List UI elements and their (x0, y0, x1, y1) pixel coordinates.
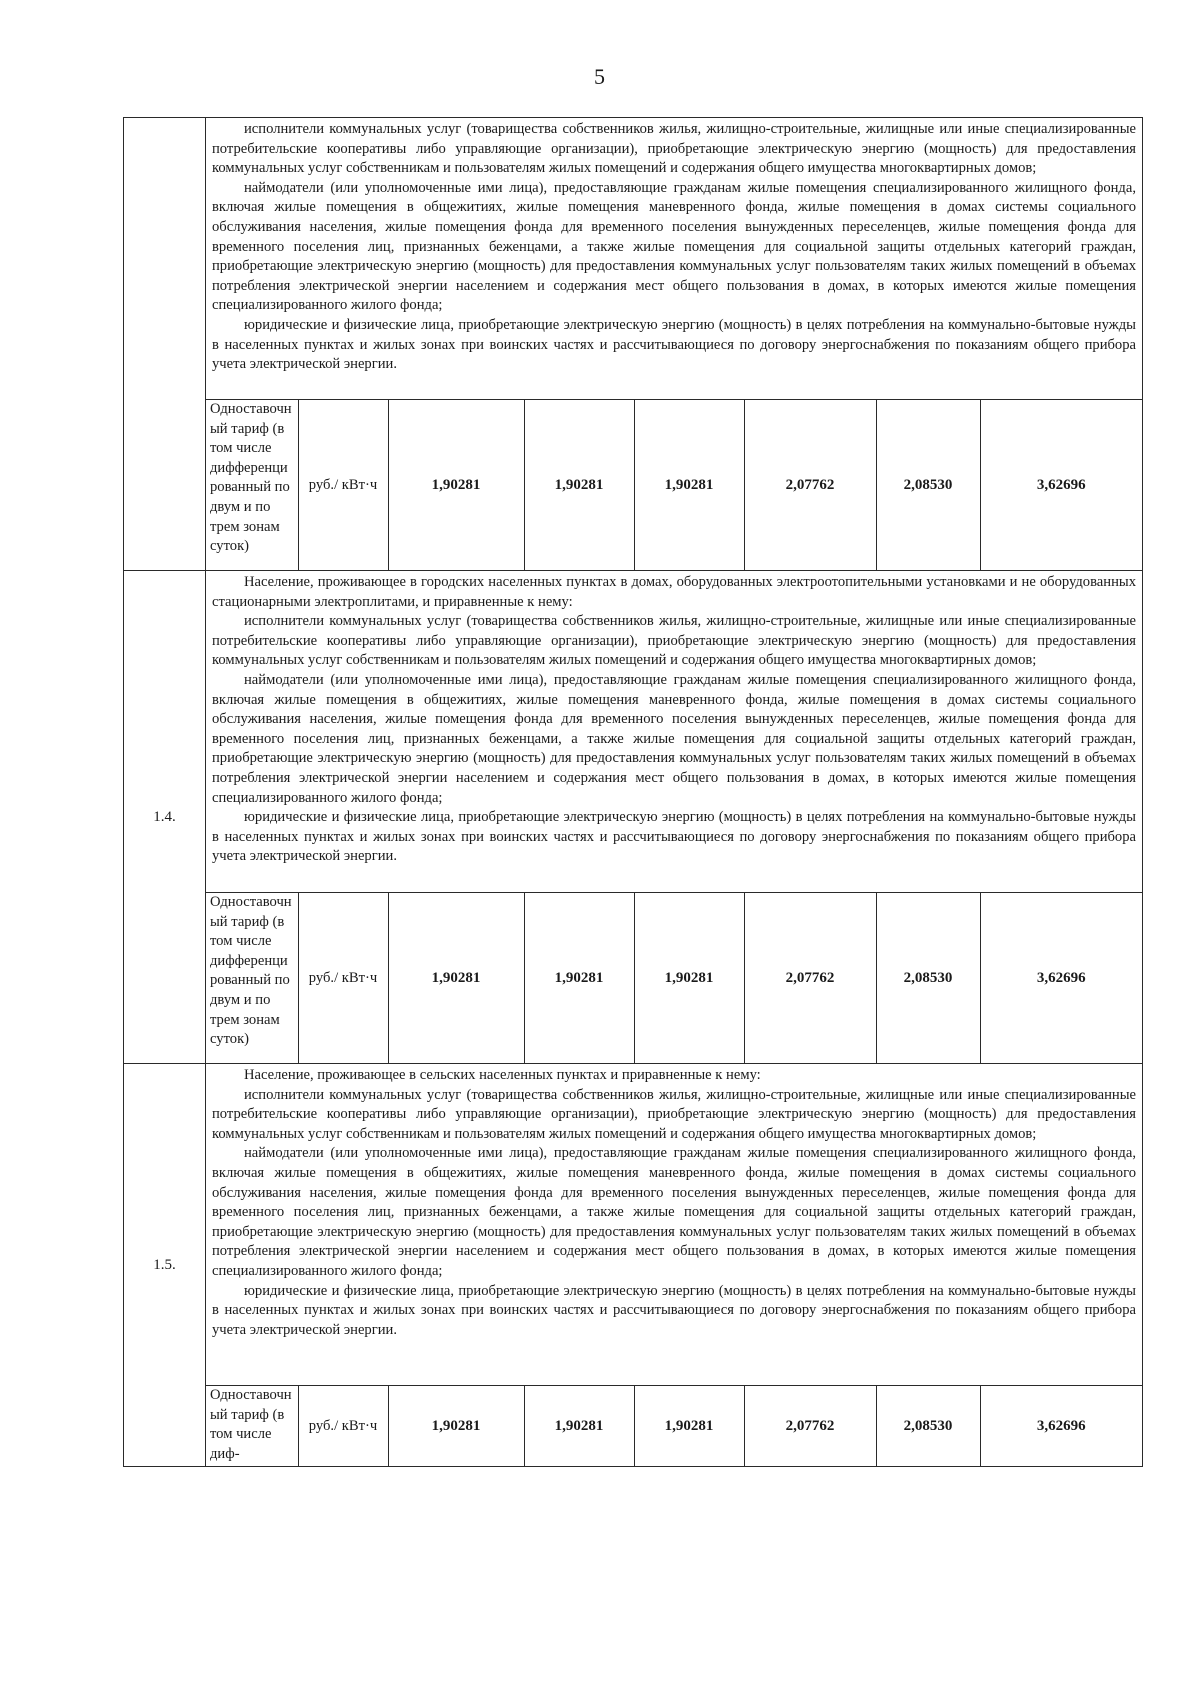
tariff-value: 3,62696 (980, 1386, 1142, 1467)
description-paragraph: наймодатели (или уполномоченные ими лица), предоставляющие гражданам жилые помещения специализированного жилищного фонда, включая жилые помещения в общежитиях, жилые помещения маневренного фонда, жилые помещения в домах системы социального обслуживания населения, жилые помещения фонда для временного поселения вынужденных переселенцев, жилые помещения фонда для временного поселения лиц, признанных беженцами, а также жилые помещения для социальной защиты отдельных категорий граждан, приобретающие электрическую энергию (мощность) для предоставления коммунальных услуг пользователям таких жилых помещений в объемах потребления электрической энергии населением и содержания мест общего пользования в домах, в которых имеются жилые помещения специализированного жилого фонда; (212, 179, 1136, 314)
tariff-value: 1,90281 (634, 893, 744, 1064)
tariff-table (123, 117, 1143, 1467)
tariff-value: 2,07762 (744, 1386, 876, 1467)
tariff-row (206, 1386, 1142, 1467)
tariff-label: Одноставочный тариф (в том числе дифференцированный по двум и по трем зонам суток) (206, 893, 298, 1064)
section-description (206, 1064, 1142, 1385)
tariff-value: 2,07762 (744, 400, 876, 571)
section-content (206, 571, 1143, 1064)
section-number (124, 118, 206, 571)
tariff-value: 1,90281 (524, 400, 634, 571)
tariff-value: 1,90281 (524, 1386, 634, 1467)
tariff-values-table (206, 892, 1142, 1063)
tariff-label: Одноставочный тариф (в том числе дифференцированный по двум и по трем зонам суток) (206, 400, 298, 571)
description-paragraph: Население, проживающее в городских населенных пунктах в домах, оборудованных электроотопительными установками и не оборудованных стационарными электроплитами, и приравненные к нему: (212, 574, 1136, 610)
tariff-value: 2,08530 (876, 400, 980, 571)
tariff-value: 1,90281 (634, 400, 744, 571)
description-paragraph: Население, проживающее в сельских населенных пунктах и приравненные к нему: (244, 1067, 761, 1083)
tariff-values-table (206, 399, 1142, 570)
section-number: 1.4. (124, 571, 206, 1064)
tariff-values-table (206, 1385, 1142, 1466)
tariff-row (206, 400, 1142, 571)
tariff-value: 1,90281 (634, 1386, 744, 1467)
section-content (206, 1064, 1143, 1467)
tariff-value: 1,90281 (388, 1386, 524, 1467)
tariff-label: Одноставочный тариф (в том числе диф- (206, 1386, 298, 1467)
tariff-value: 1,90281 (524, 893, 634, 1064)
section-content (206, 118, 1143, 571)
table-row (124, 571, 1143, 1064)
section-description (206, 571, 1142, 892)
section-description (206, 118, 1142, 399)
tariff-value: 1,90281 (388, 893, 524, 1064)
tariff-value: 2,08530 (876, 893, 980, 1064)
table-row (124, 1064, 1143, 1467)
tariff-unit: руб./ кВт·ч (298, 400, 388, 571)
tariff-unit: руб./ кВт·ч (298, 1386, 388, 1467)
tariff-unit: руб./ кВт·ч (298, 893, 388, 1064)
description-paragraph: наймодатели (или уполномоченные ими лица), предоставляющие гражданам жилые помещения специализированного жилищного фонда, включая жилые помещения в общежитиях, жилые помещения маневренного фонда, жилые помещения в домах системы социального обслуживания населения, жилые помещения фонда для временного поселения вынужденных переселенцев, жилые помещения фонда для временного поселения лиц, признанных беженцами, а также жилые помещения для социальной защиты отдельных категорий граждан, приобретающие электрическую энергию (мощность) для предоставления коммунальных услуг пользователям таких жилых помещений в объемах потребления электрической энергии населением и содержания мест общего пользования в домах, в которых имеются жилые помещения специализированного жилого фонда; (212, 671, 1136, 806)
description-paragraph: исполнители коммунальных услуг (товарищества собственников жилья, жилищно-строительные, жилищные или иные специализированные потребительские кооперативы либо управляющие организации), приобретающие электрическую энергию (мощность) для предоставления коммунальных услуг собственникам и пользователям жилых помещений и содержания общего имущества многоквартирных домов; (212, 613, 1136, 669)
section-number: 1.5. (124, 1064, 206, 1467)
tariff-value: 2,08530 (876, 1386, 980, 1467)
description-paragraph: юридические и физические лица, приобретающие электрическую энергию (мощность) в целях потребления на коммунально-бытовые нужды в населенных пунктах и жилых зонах при воинских частях и рассчитывающиеся по договору энергоснабжения по показаниям общего прибора учета электрической энергии. (212, 1282, 1136, 1338)
tariff-value: 1,90281 (388, 400, 524, 571)
description-paragraph: юридические и физические лица, приобретающие электрическую энергию (мощность) в целях потребления на коммунально-бытовые нужды в населенных пунктах и жилых зонах при воинских частях и рассчитывающиеся по договору энергоснабжения по показаниям общего прибора учета электрической энергии. (212, 809, 1136, 865)
tariff-value: 2,07762 (744, 893, 876, 1064)
tariff-value: 3,62696 (980, 400, 1142, 571)
table-row (124, 118, 1143, 571)
description-paragraph: наймодатели (или уполномоченные ими лица), предоставляющие гражданам жилые помещения специализированного жилищного фонда, включая жилые помещения в общежитиях, жилые помещения маневренного фонда, жилые помещения в домах системы социального обслуживания населения, жилые помещения фонда для временного поселения вынужденных переселенцев, жилые помещения фонда для временного поселения лиц, признанных беженцами, а также жилые помещения для социальной защиты отдельных категорий граждан, приобретающие электрическую энергию (мощность) для предоставления коммунальных услуг пользователям таких жилых помещений в объемах потребления электрической энергии населением и содержания мест общего пользования в домах, в которых имеются жилые помещения специализированного жилого фонда; (212, 1145, 1136, 1279)
tariff-row (206, 893, 1142, 1064)
description-paragraph: юридические и физические лица, приобретающие электрическую энергию (мощность) в целях потребления на коммунально-бытовые нужды в населенных пунктах и жилых зонах при воинских частях и рассчитывающиеся по договору энергоснабжения по показаниям общего прибора учета электрической энергии. (212, 316, 1136, 373)
description-paragraph: исполнители коммунальных услуг (товарищества собственников жилья, жилищно-строительные, жилищные или иные специализированные потребительские кооперативы либо управляющие организации), приобретающие электрическую энергию (мощность) для предоставления коммунальных услуг собственникам и пользователям жилых помещений и содержания общего имущества многоквартирных домов; (212, 121, 1136, 177)
page-number: 5 (594, 64, 606, 89)
tariff-value: 3,62696 (980, 893, 1142, 1064)
description-paragraph: исполнители коммунальных услуг (товарищества собственников жилья, жилищно-строительные, жилищные или иные специализированные потребительские кооперативы либо управляющие организации), приобретающие электрическую энергию (мощность) для предоставления коммунальных услуг собственникам и пользователям жилых помещений и содержания общего имущества многоквартирных домов; (212, 1086, 1136, 1142)
